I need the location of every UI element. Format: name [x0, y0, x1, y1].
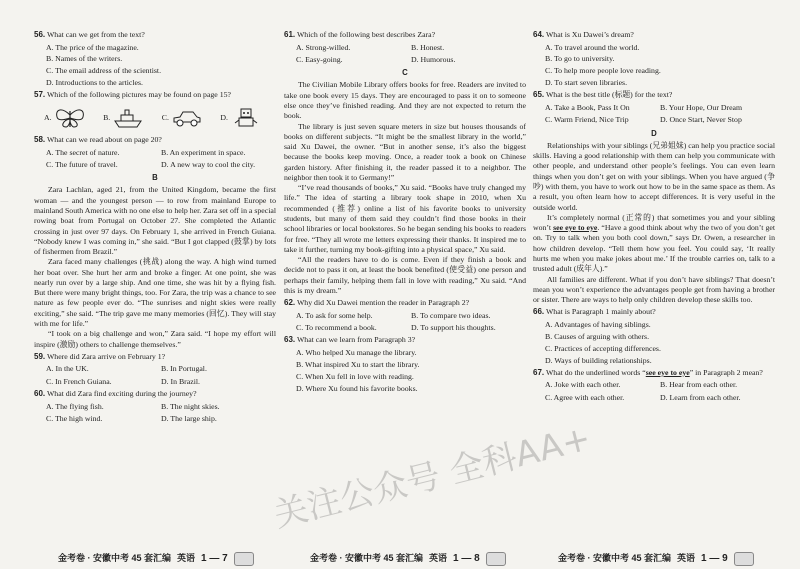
option[interactable]: A. To ask for some help.: [296, 310, 373, 320]
section-heading-b: B: [152, 173, 158, 183]
option[interactable]: A. Strong-willed.: [296, 42, 351, 52]
underlined-phrase: see eye to eye: [553, 223, 598, 233]
passage-b-paragraph-3: “I took on a big challenge and won,” Zara said. “I hope my effort will inspire (激励) others to challenge themselves.”: [34, 329, 276, 349]
option[interactable]: B. To go to university.: [545, 54, 615, 64]
picture-option-d[interactable]: D.: [220, 107, 262, 129]
footer-page-number: 1 — 9: [701, 553, 728, 565]
option[interactable]: D. Ways of building relationships.: [545, 355, 652, 365]
option[interactable]: C. The email address of the scientist.: [46, 66, 162, 76]
option[interactable]: B. Your Hope, Our Dream: [660, 103, 743, 112]
logo-badge-icon: [486, 552, 506, 566]
question-66: 66. What is Paragraph 1 mainly about?: [533, 307, 656, 317]
option[interactable]: D. To support his thoughts.: [411, 323, 496, 333]
option[interactable]: A. The flying fish.: [46, 401, 104, 411]
section-heading-c: C: [402, 68, 408, 78]
question-62: 62. Why did Xu Dawei mention the reader in Paragraph 2?: [284, 298, 470, 308]
option[interactable]: D. In Brazil.: [161, 376, 200, 386]
options-59: [34, 364, 276, 387]
option[interactable]: B. The night skies.: [161, 401, 220, 411]
options-66: [533, 320, 775, 366]
section-heading-d: D: [651, 128, 657, 138]
picture-option-a[interactable]: A.: [44, 107, 86, 129]
passage-c-paragraph-1: The Civilian Mobile Library offers books for free. Readers are invited to take one book every 15 days. They are encouraged to pass it on to someone else once they’ve finished reading. And they are not expected to return the book.: [284, 80, 526, 121]
option[interactable]: D. Introductions to the articles.: [46, 78, 144, 88]
option[interactable]: A. Joke with each other.: [545, 380, 621, 390]
question-59: 59. Where did Zara arrive on February 1?: [34, 351, 166, 361]
footer-series: 金考卷 · 安徽中考 45 套汇编: [558, 553, 672, 564]
option[interactable]: B. Causes of arguing with others.: [545, 331, 650, 341]
picture-option-c[interactable]: C.: [162, 107, 203, 129]
options-64: [533, 43, 775, 89]
option[interactable]: C. Easy-going.: [296, 54, 343, 64]
option[interactable]: C. The future of travel.: [46, 159, 118, 169]
option[interactable]: B. To compare two ideas.: [411, 310, 491, 320]
options-67: [533, 380, 775, 403]
options-65: [533, 103, 775, 126]
column-middle: [284, 28, 526, 396]
question-61: 61. Which of the following best describes Zara?: [284, 30, 436, 39]
options-60: [34, 402, 276, 425]
question-67: 67. What do the underlined words “see eye to eye” in Paragraph 2 mean?: [533, 367, 763, 377]
footer-page-number: 1 — 8: [453, 553, 480, 565]
option[interactable]: D. Learn from each other.: [660, 392, 741, 402]
option[interactable]: C. To help more people love reading.: [545, 66, 661, 76]
passage-d-paragraph-1: Relationships with your siblings (兄弟姐妹) can help you practice social skills. Having a good relationship with them can help you communicate with other people, and understand other people’s feelings. You can even learn things when you don’t get on with your siblings. When you have argued (争吵) with them, you have to work out how to be in the same space as them. As a result, you often learn how to accept differences. It is very useful in the outside world.: [533, 140, 775, 212]
option[interactable]: C. In French Guiana.: [46, 376, 112, 386]
option[interactable]: D. Humorous.: [411, 54, 456, 64]
option[interactable]: C. To recommend a book.: [296, 323, 377, 333]
picture-options-57: [34, 103, 276, 133]
options-62: [284, 311, 526, 334]
passage-c-paragraph-4: “All the readers have to do is come. Even if they finish a book and decide not to pass it on, at least the book benefited (使受益) one person and perhaps their family, helping them fall in love with reading,” Xu said. “And this is my dream.”: [284, 255, 526, 296]
question-65: 65. What is the best title (标题) for the text?: [533, 90, 673, 100]
passage-d-paragraph-3: All families are different. What if you don’t have siblings? That doesn’t mean you won’t experience the advantages people get from having a brother or sister. There are ways to help only children develop these skills too.: [533, 274, 775, 305]
option[interactable]: C. Agree with each other.: [545, 392, 625, 402]
footer-subject: 英语: [429, 553, 448, 564]
footer-series: 金考卷 · 安徽中考 45 套汇编: [310, 553, 424, 564]
passage-d-paragraph-2: It’s completely normal (正常的) that sometimes you and your sibling won’t see eye to eye. “Have a good think about why the two of you don’t get on. Try to talk when you both cool down,” says Dr. Owen, a researcher in how children develop. “Tell them how you feel. You could say, ‘It really hurts me when you make jokes about me.’ If the trouble carries on, talk to a trusted adult (成年人).”: [533, 212, 776, 274]
option[interactable]: C. Practices of accepting differences.: [545, 343, 661, 353]
option[interactable]: D. To start seven libraries.: [545, 78, 628, 88]
picture-option-b[interactable]: B.: [103, 107, 144, 129]
options-63: [284, 348, 526, 394]
passage-b-paragraph-1: Zara Lachlan, aged 21, from the United Kingdom, became the first woman — and the youngest person — to row from mainland Europe to mainland South America with no one else to help her. Zara set off in a special rowing boat from Portugal on October 27. She completed the Atlantic crossing in just over 97 days. On February 1, she arrived in French Guiana. “Nobody knew I was coming in,” she said. “But I got clapped (鼓掌) by lots of fishermen from Brazil.”: [34, 185, 276, 257]
options-58: [34, 148, 276, 171]
option[interactable]: A. Who helped Xu manage the library.: [296, 347, 417, 357]
question-64: 64. What is Xu Dawei’s dream?: [533, 30, 634, 39]
option[interactable]: D. Where Xu found his favorite books.: [296, 383, 418, 393]
car-icon: [171, 107, 203, 129]
option[interactable]: D. The large ship.: [161, 413, 217, 423]
option[interactable]: B. Honest.: [411, 42, 445, 52]
option[interactable]: A. To travel around the world.: [545, 42, 640, 52]
robot-icon: [230, 107, 262, 129]
option[interactable]: C. When Xu fell in love with reading.: [296, 371, 414, 381]
ship-icon: [112, 107, 144, 129]
question-57: 57. Which of the following pictures may be found on page 15?: [34, 90, 231, 100]
option[interactable]: B. In Portugal.: [161, 364, 207, 374]
option[interactable]: B. What inspired Xu to start the library.: [296, 359, 420, 369]
footer-page-8: [310, 552, 506, 566]
option[interactable]: D. Once Start, Never Stop: [660, 115, 742, 125]
footer-page-number: 1 — 7: [201, 553, 228, 565]
footer-series: 金考卷 · 安徽中考 45 套汇编: [58, 553, 172, 564]
option[interactable]: C. The high wind.: [46, 413, 103, 423]
butterfly-icon: [54, 107, 86, 129]
options-61: [284, 43, 526, 66]
option[interactable]: B. Names of the writers.: [46, 54, 123, 64]
footer-page-7: [58, 552, 254, 566]
passage-c-paragraph-3: “I’ve read thousands of books,” Xu said. “Books have truly changed my life.” The idea of starting a library took shape in 2010, when Xu recommended (推荐) online a list of his favorite books to university students, but many of them said they couldn’t find those books in their school libraries or local bookstores. So he began sending his books to readers for free. “They all wrote me letters expressing their thanks. It inspired me to take it further, turning my book-gifting into a physical space,” Xu said.: [284, 183, 526, 254]
footer-subject: 英语: [677, 553, 696, 564]
column-right: [533, 28, 775, 405]
option[interactable]: B. An experiment in space.: [161, 147, 246, 157]
options-56: [34, 43, 276, 89]
watermark: 关注公众号 全科AA+: [269, 418, 595, 536]
logo-badge-icon: [234, 552, 254, 566]
footer-page-9: [558, 552, 754, 566]
passage-c-paragraph-2: The library is just seven square meters in size but houses thousands of books on different subjects. “It might be the smallest library in the world,” said Xu Dawei, the owner. “But in another sense, it’s also the biggest because the books keep moving. Once, a reader took a book on Chinese garden history. After finishing it, the reader passed it to a neighbor. The neighbor then took it to Germany!”: [284, 121, 526, 182]
logo-badge-icon: [734, 552, 754, 566]
option[interactable]: A. Advantages of having siblings.: [545, 319, 651, 329]
question-58: 58. What can we read about on page 20?: [34, 135, 162, 144]
option[interactable]: A. The price of the magazine.: [46, 42, 139, 52]
option[interactable]: D. A new way to cool the city.: [161, 159, 256, 169]
option[interactable]: A. In the UK.: [46, 364, 89, 374]
option[interactable]: B. Hear from each other.: [660, 380, 738, 390]
question-56: 56. What can we get from the text?: [34, 30, 145, 39]
option[interactable]: C. Warm Friend, Nice Trip: [545, 115, 629, 125]
column-left: [34, 28, 276, 426]
passage-b-paragraph-2: Zara faced many challenges (挑战) along the way. A high wind turned her boat over. She hurt her arm and broke a finger. At one point, she was nearly run over by a large ship. And one time, she was hit by a flying fish. But there were many bright things, too. For Zara, the trip was a chance to see nature as few people ever do. “The sunrises and night skies were really exciting,” she said. “The trip gave me many memories (回忆). They will stay with me for life.”: [34, 257, 276, 329]
option[interactable]: A. The secret of nature.: [46, 147, 120, 157]
footer-subject: 英语: [177, 553, 196, 564]
option[interactable]: A. Take a Book, Pass It On: [545, 103, 630, 112]
question-60: 60. What did Zara find exciting during the journey?: [34, 389, 197, 398]
question-63: 63. What can we learn from Paragraph 3?: [284, 335, 416, 345]
